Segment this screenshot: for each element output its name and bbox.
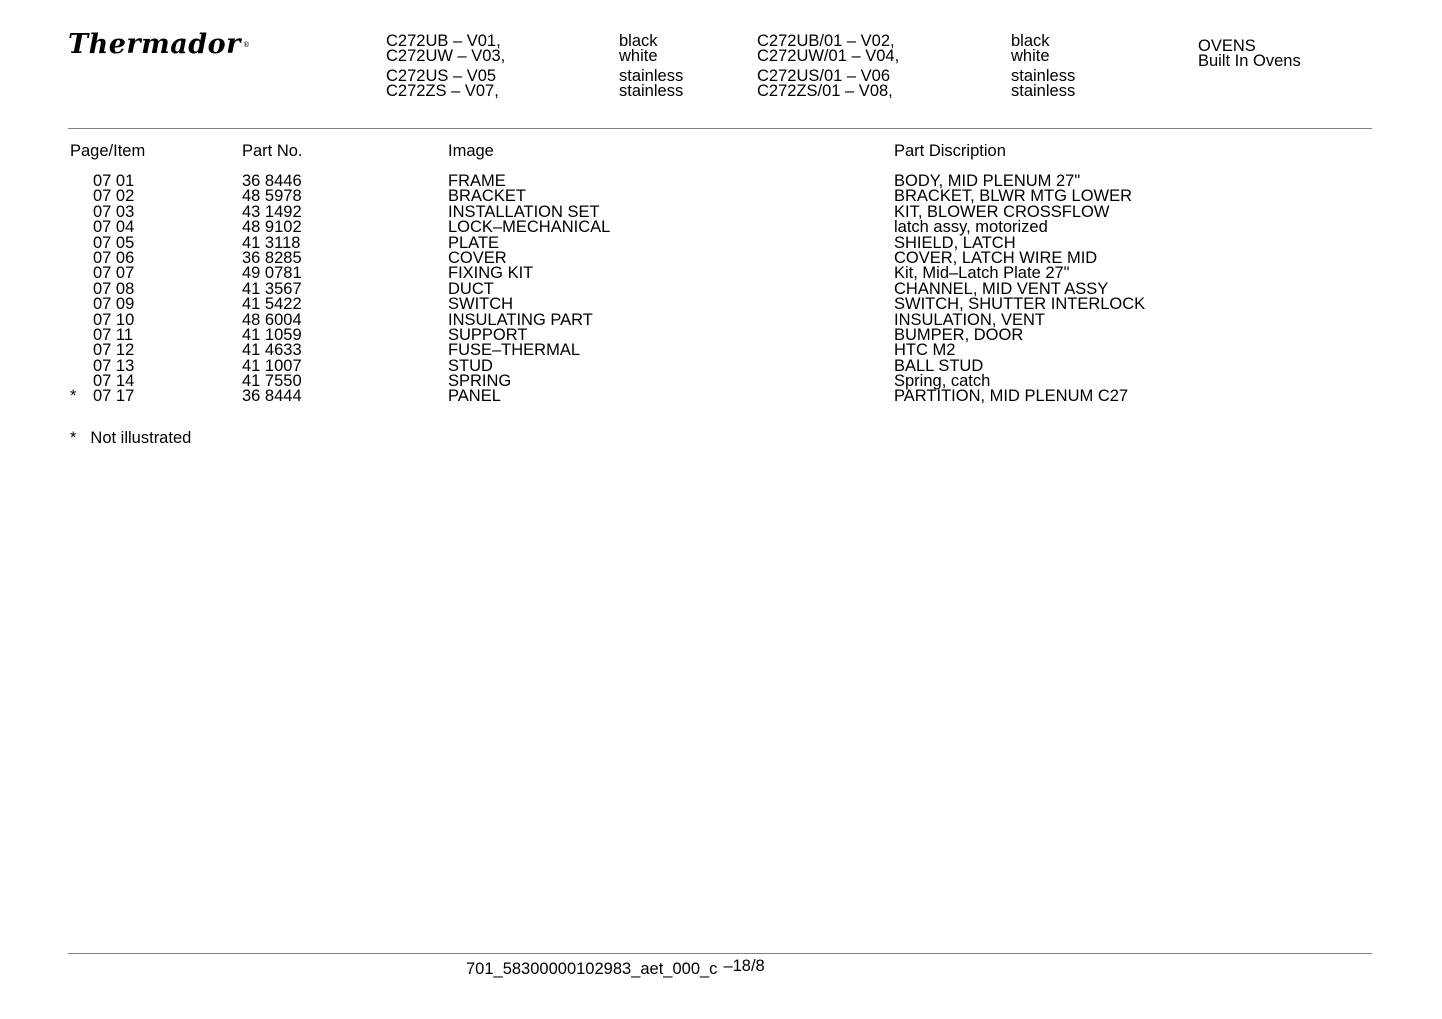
cell-description: KIT, BLOWER CROSSFLOW <box>894 202 1110 221</box>
model-color: black <box>1011 32 1050 50</box>
cell-part-no: 48 5978 <box>242 187 302 206</box>
footer-divider <box>68 953 1372 954</box>
cell-image: FIXING KIT <box>448 264 534 283</box>
cell-page-item: 07 17 <box>93 387 135 406</box>
cell-image: BRACKET <box>448 187 526 206</box>
cell-description: BALL STUD <box>894 356 984 375</box>
cell-image: INSULATING PART <box>448 310 593 329</box>
category-title: OVENS <box>1198 37 1256 55</box>
cell-part-no: 49 0781 <box>242 264 302 283</box>
cell-image: PLATE <box>448 233 500 252</box>
cell-description: SHIELD, LATCH <box>894 233 1016 252</box>
cell-image: DUCT <box>448 279 494 298</box>
cell-page-item: 07 07 <box>93 264 135 283</box>
model-color: stainless <box>1011 82 1076 100</box>
header-page-item: Page/Item <box>70 142 146 160</box>
model-color: stainless <box>619 67 684 85</box>
table-row <box>0 266 1442 281</box>
cell-description: CHANNEL, MID VENT ASSY <box>894 279 1109 298</box>
table-row <box>0 279 1442 298</box>
table-row <box>0 233 1442 252</box>
cell-description: COVER, LATCH WIRE MID <box>894 248 1098 267</box>
cell-part-no: 36 8446 <box>242 172 302 190</box>
cell-image: FRAME <box>448 172 506 190</box>
table-row <box>0 202 1442 221</box>
cell-page-item: 07 05 <box>93 233 135 252</box>
model-number: C272UW/01 – V04, <box>757 47 900 65</box>
cell-description: Kit, Mid–Latch Plate 27" <box>894 264 1070 283</box>
document-footer <box>466 957 765 978</box>
header-description: Part Discription <box>894 142 1006 160</box>
product-category <box>1198 39 1301 69</box>
cell-page-item: 07 14 <box>93 372 135 391</box>
cell-image: COVER <box>448 248 507 267</box>
footnote-text: Not illustrated <box>90 429 192 447</box>
cell-part-no: 48 9102 <box>242 218 302 237</box>
cell-part-no: 41 3118 <box>242 233 301 252</box>
cell-image: LOCK–MECHANICAL <box>448 218 611 237</box>
cell-page-item: 07 01 <box>93 172 135 190</box>
table-row <box>0 356 1442 375</box>
table-row <box>0 389 1442 404</box>
cell-part-no: 41 3567 <box>242 279 302 298</box>
parts-table <box>0 174 1442 405</box>
table-row <box>0 325 1442 344</box>
table-row <box>0 174 1442 189</box>
cell-page-item: 07 13 <box>93 356 135 375</box>
model-number: C272UB – V01, <box>386 32 501 50</box>
page-number: –18/8 <box>723 957 765 975</box>
table-row <box>0 189 1442 204</box>
cell-page-item: 07 10 <box>93 310 135 329</box>
category-subtitle: Built In Ovens <box>1198 52 1301 70</box>
header-image: Image <box>448 142 494 160</box>
model-color: white <box>619 47 658 65</box>
document-id: 701_58300000102983_aet_000_c <box>466 960 718 978</box>
cell-page-item: 07 06 <box>93 248 135 267</box>
table-row <box>0 374 1442 389</box>
cell-page-item: 07 02 <box>93 187 135 206</box>
header-part-no: Part No. <box>242 142 303 160</box>
cell-image: INSTALLATION SET <box>448 202 600 221</box>
cell-part-no: 41 5422 <box>242 295 302 314</box>
model-color: stainless <box>1011 67 1076 85</box>
footnote <box>70 431 191 446</box>
cell-description: latch assy, motorized <box>894 218 1048 237</box>
cell-description: BUMPER, DOOR <box>894 325 1024 344</box>
model-number: C272US/01 – V06 <box>757 67 891 85</box>
cell-description: BRACKET, BLWR MTG LOWER <box>894 187 1133 206</box>
cell-image: SWITCH <box>448 295 514 314</box>
cell-part-no: 41 4633 <box>242 341 302 360</box>
model-number: C272ZS – V07, <box>386 82 499 100</box>
cell-page-item: 07 04 <box>93 218 135 237</box>
model-color: stainless <box>619 82 684 100</box>
cell-image: PANEL <box>448 387 501 406</box>
cell-part-no: 43 1492 <box>242 202 302 221</box>
model-number: C272UB/01 – V02, <box>757 32 895 50</box>
table-row <box>0 297 1442 312</box>
table-row <box>0 310 1442 329</box>
cell-description: PARTITION, MID PLENUM C27 <box>894 387 1129 406</box>
cell-image: SUPPORT <box>448 325 528 344</box>
model-number: C272UW – V03, <box>386 47 506 65</box>
thermador-logo <box>68 30 250 60</box>
cell-image: STUD <box>448 356 493 375</box>
footnote-star: * <box>70 429 77 447</box>
cell-part-no: 36 8444 <box>242 387 302 406</box>
registered-mark: ® <box>242 41 251 49</box>
cell-part-no: 41 1007 <box>242 356 302 375</box>
cell-part-no: 41 7550 <box>242 372 302 391</box>
cell-description: Spring, catch <box>894 372 991 391</box>
not-illustrated-mark: * <box>70 387 77 406</box>
cell-page-item: 07 12 <box>93 341 135 360</box>
cell-description: SWITCH, SHUTTER INTERLOCK <box>894 295 1146 314</box>
header-divider <box>68 128 1372 129</box>
cell-description: HTC M2 <box>894 341 956 360</box>
model-number: C272ZS/01 – V08, <box>757 82 893 100</box>
table-row <box>0 248 1442 267</box>
cell-part-no: 36 8285 <box>242 248 302 267</box>
cell-page-item: 07 11 <box>93 325 134 344</box>
cell-part-no: 41 1059 <box>242 325 302 344</box>
table-row <box>0 220 1442 235</box>
cell-description: BODY, MID PLENUM 27" <box>894 172 1081 190</box>
model-color: black <box>619 32 658 50</box>
brand-name: Thermador <box>68 29 241 60</box>
model-color: white <box>1011 47 1050 65</box>
cell-part-no: 48 6004 <box>242 310 302 329</box>
cell-description: INSULATION, VENT <box>894 310 1045 329</box>
cell-page-item: 07 08 <box>93 279 135 298</box>
model-number: C272US – V05 <box>386 67 497 85</box>
cell-image: FUSE–THERMAL <box>448 341 581 360</box>
table-row <box>0 343 1442 358</box>
cell-image: SPRING <box>448 372 512 391</box>
cell-page-item: 07 09 <box>93 295 135 314</box>
cell-page-item: 07 03 <box>93 202 135 221</box>
